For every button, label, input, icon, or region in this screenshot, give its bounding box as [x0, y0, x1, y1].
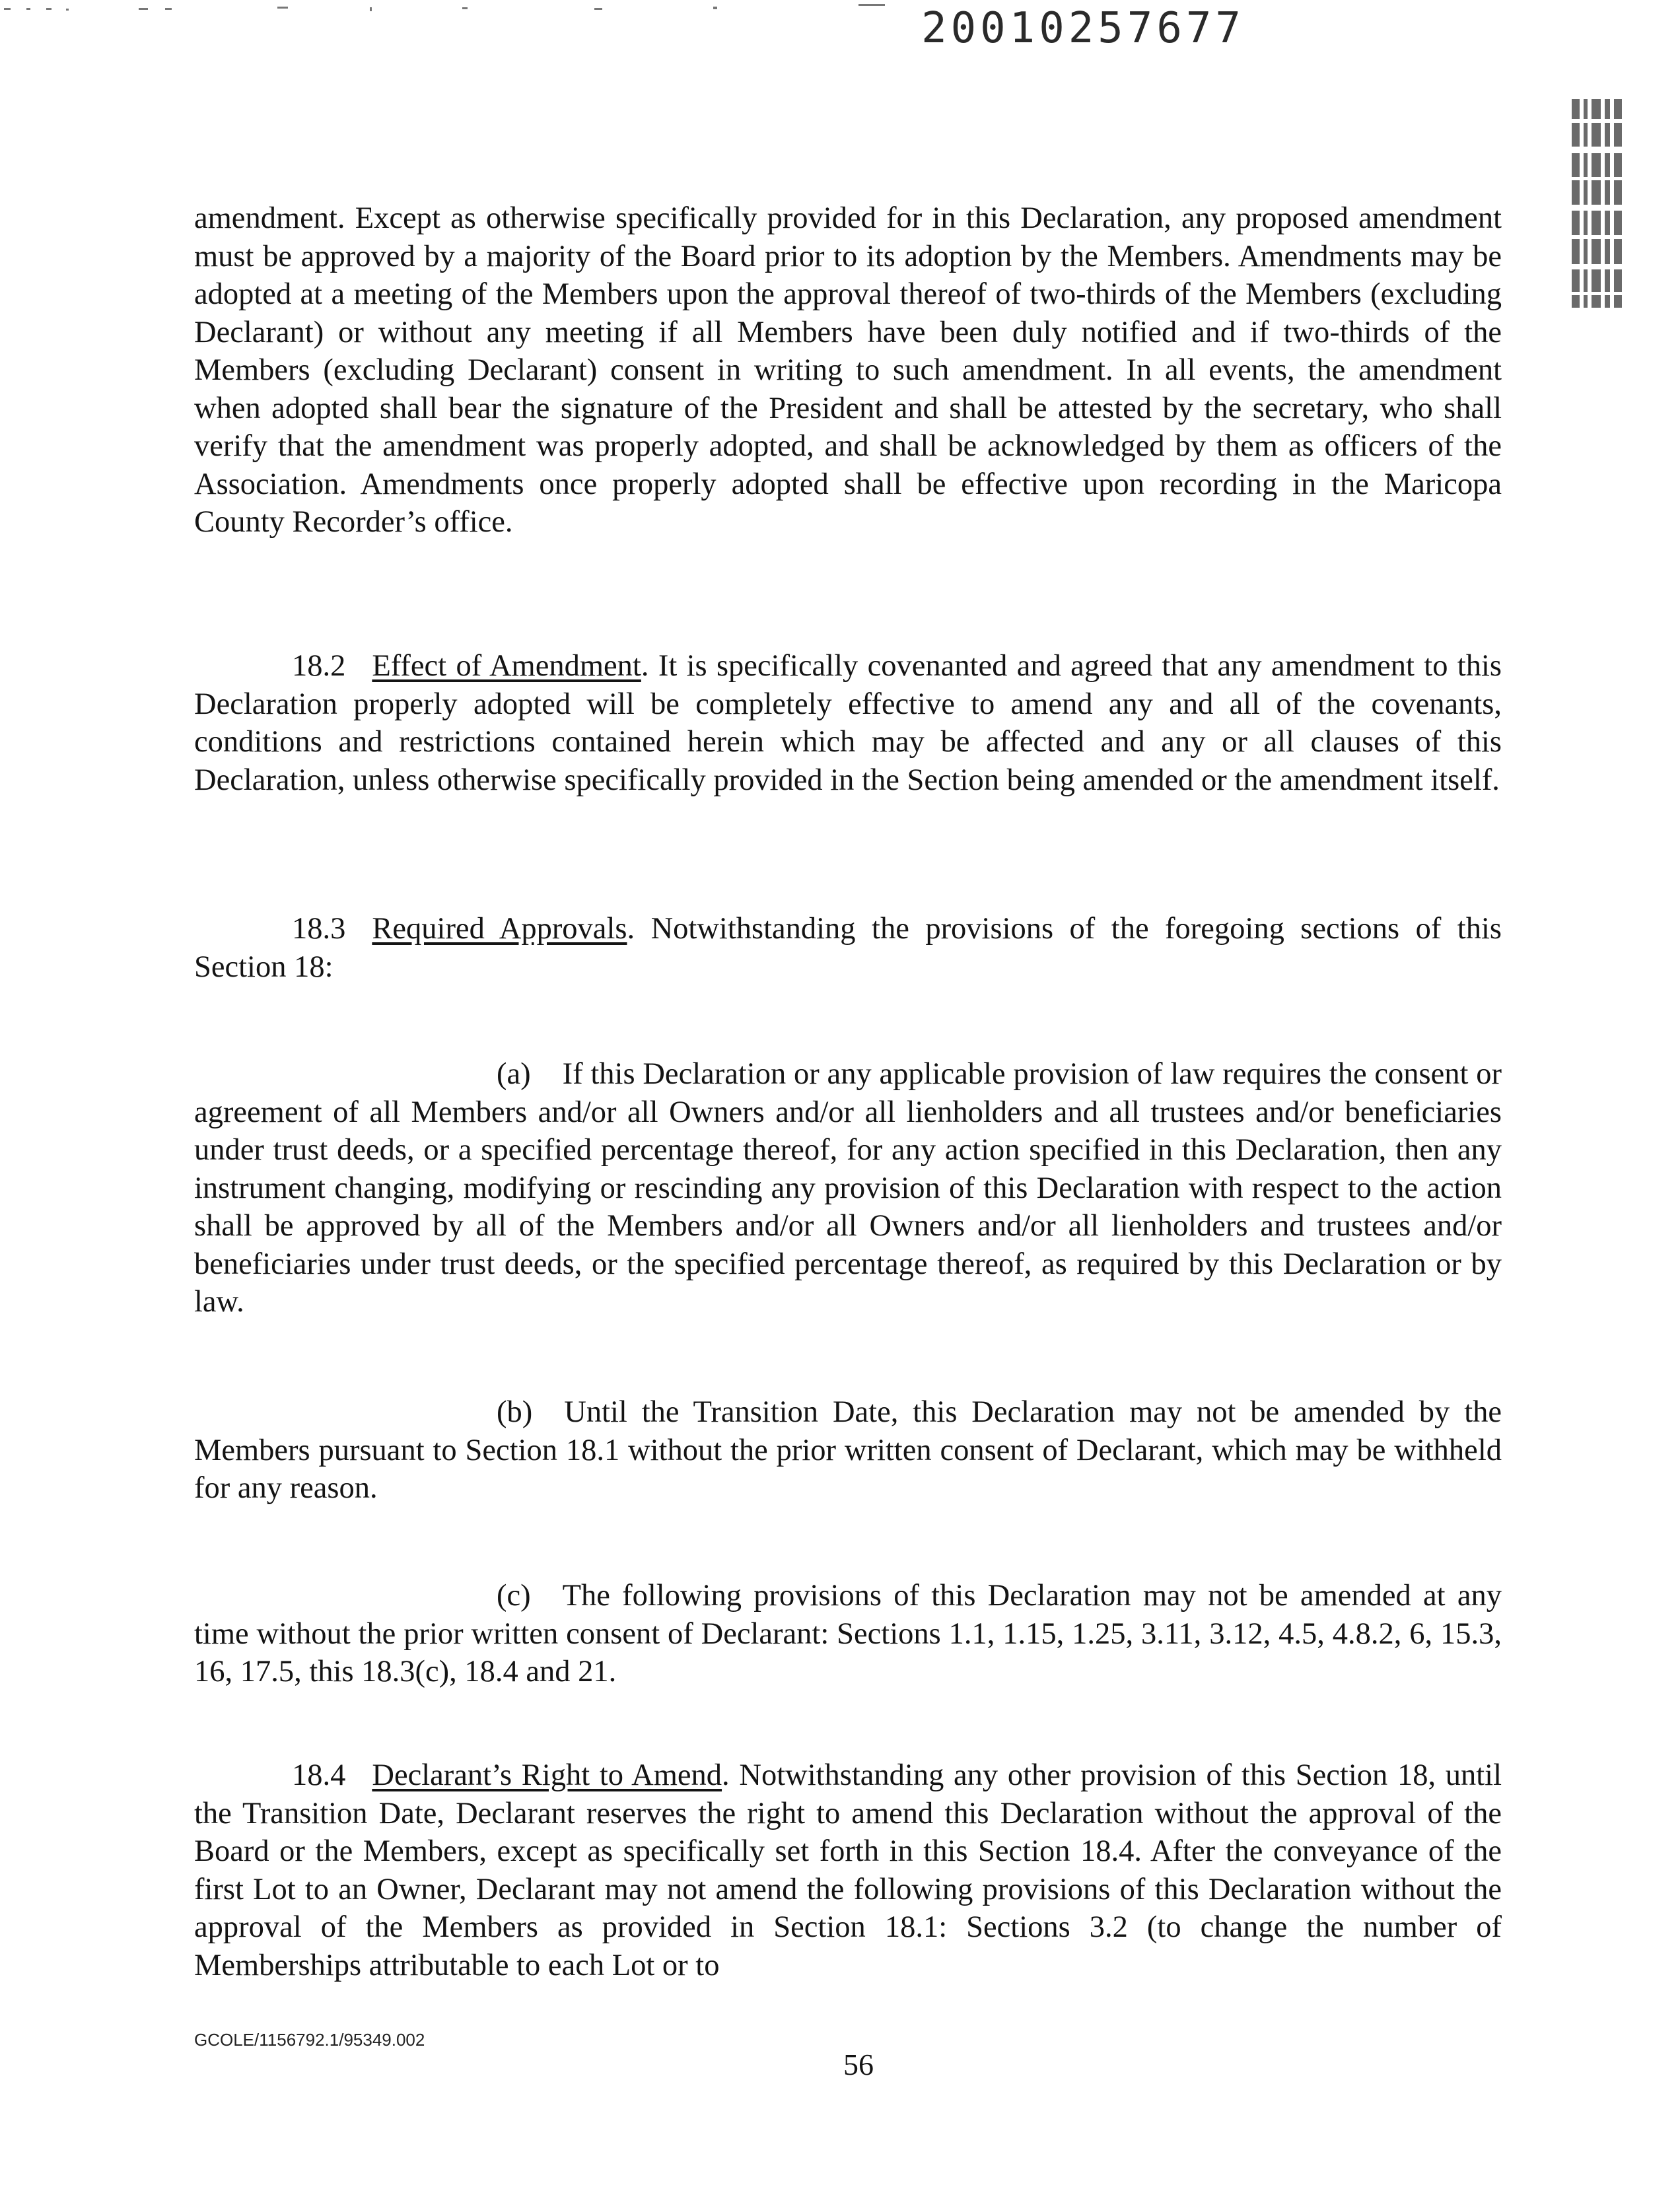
section-heading: Effect of Amendment [372, 649, 641, 683]
section-18-3-a [194, 1055, 1502, 1321]
section-18-3: 18.3 Required Approvals. Notwithstanding the provisions of the foregoing sections of this Section 18: [194, 910, 1502, 986]
subsection-text: The following provisions of this Declaration may not be amended at any time without the prior written consent of Declarant: Sections 1.1, 1.15, 1.25, 3.11, 3.12, 4.5, 4.8.2, 6, 15.3, 16, 17.5, this 18.3(c), 18.4 and 21. [194, 1579, 1502, 1688]
page-number: 56 [843, 2048, 874, 2081]
section-18-2: 18.2 Effect of Amendment. It is specifically covenanted and agreed that any amendment to this Declaration properly adopted will be completely effective to amend any and all of the covenants, conditions and restrictions contained herein which may be affected and any or all clauses of this Declaration, unless otherwise specifically provided in the Section being amended or the amendment itself. [194, 647, 1502, 799]
section-number: 18.3 [292, 912, 346, 946]
subsection-text: Until the Transition Date, this Declaration may not be amended by the Members pursuant to Section 18.1 without the prior written consent of Declarant, which may be withheld for any reason. [194, 1395, 1502, 1505]
section-heading: Declarant’s Right to Amend [372, 1758, 722, 1792]
section-text: It is specifically covenanted and agreed that any amendment to this Declaration properly adopted will be completely effective to amend any and all of the covenants, conditions and restrictions contained herein which may be affected and any or all clauses of this Declaration, unless otherwise specifically provided in the Section being amended or the amendment itself. [194, 649, 1502, 797]
section-18-3-b [194, 1393, 1502, 1508]
side-barcode-stamp [1569, 99, 1625, 308]
subsection-label: (c) [497, 1579, 531, 1613]
paragraph-text: amendment. Except as otherwise specifically provided for in this Declaration, any proposed amendment must be approved by a majority of the Board prior to its adoption by the Members. Amendments may be adopted at a meeting of the Members upon the approval thereof of two-thirds of the Members (excluding Declarant) or without any meeting if all Members have been duly notified and if two-thirds of the Members (excluding Declarant) consent in writing to such amendment. In all events, the amendment when adopted shall bear the signature of the President and shall be attested by the secretary, who shall verify that the amendment was properly adopted, and shall be acknowledged by them as officers of the Association. Amendments once properly adopted shall be effective upon recording in the Maricopa County Recorder’s office. [194, 201, 1502, 539]
section-text: Notwithstanding the provisions of the foregoing sections of this Section 18: [194, 912, 1502, 984]
section-18-4: 18.4 Declarant’s Right to Amend. Notwithstanding any other provision of this Section 18, until the Transition Date, Declarant reserves the right to amend this Declaration without the approval of the Board or the Members, except as specifically set forth in this Section 18.4. After the conveyance of the first Lot to an Owner, Declarant may not amend the following provisions of this Declaration without the approval of the Members as provided in Section 18.1: Sections 3.2 (to change the number of Memberships attributable to each Lot or to [194, 1756, 1502, 1984]
section-heading: Required Approvals [372, 912, 627, 946]
section-number: 18.4 [292, 1758, 346, 1792]
section-text: Notwithstanding any other provision of this Section 18, until the Transition Date, Declarant reserves the right to amend this Declaration without the approval of the Board or the Members, except as specifically set forth in this Section 18.4. After the conveyance of the first Lot to an Owner, Declarant may not amend the following provisions of this Declaration without the approval of the Members as provided in Section 18.1: Sections 3.2 (to change the number of Memberships attributable to each Lot or to [194, 1758, 1502, 1982]
subsection-label: (b) [497, 1395, 533, 1429]
subsection-text: If this Declaration or any applicable provision of law requires the consent or agreement of all Members and/or all Owners and/or all lienholders and all trustees and/or beneficiaries under trust deeds, or a specified percentage thereof, for any action specified in this Declaration, then any instrument changing, modifying or rescinding any provision of this Declaration with respect to the action shall be approved by all of the Members and/or all Owners and/or all lienholders and trustees and/or beneficiaries under trust deeds, or the specified percentage thereof, as required by this Declaration or by law. [194, 1057, 1502, 1319]
section-18-3-c [194, 1577, 1502, 1691]
section-number: 18.2 [292, 649, 346, 683]
footer-document-reference: GCOLE/1156792.1/95349.002 [194, 2030, 425, 2050]
document-number: 20010257677 [921, 4, 1245, 53]
paragraph-amendment-continuation [194, 199, 1502, 541]
subsection-label: (a) [497, 1057, 531, 1091]
